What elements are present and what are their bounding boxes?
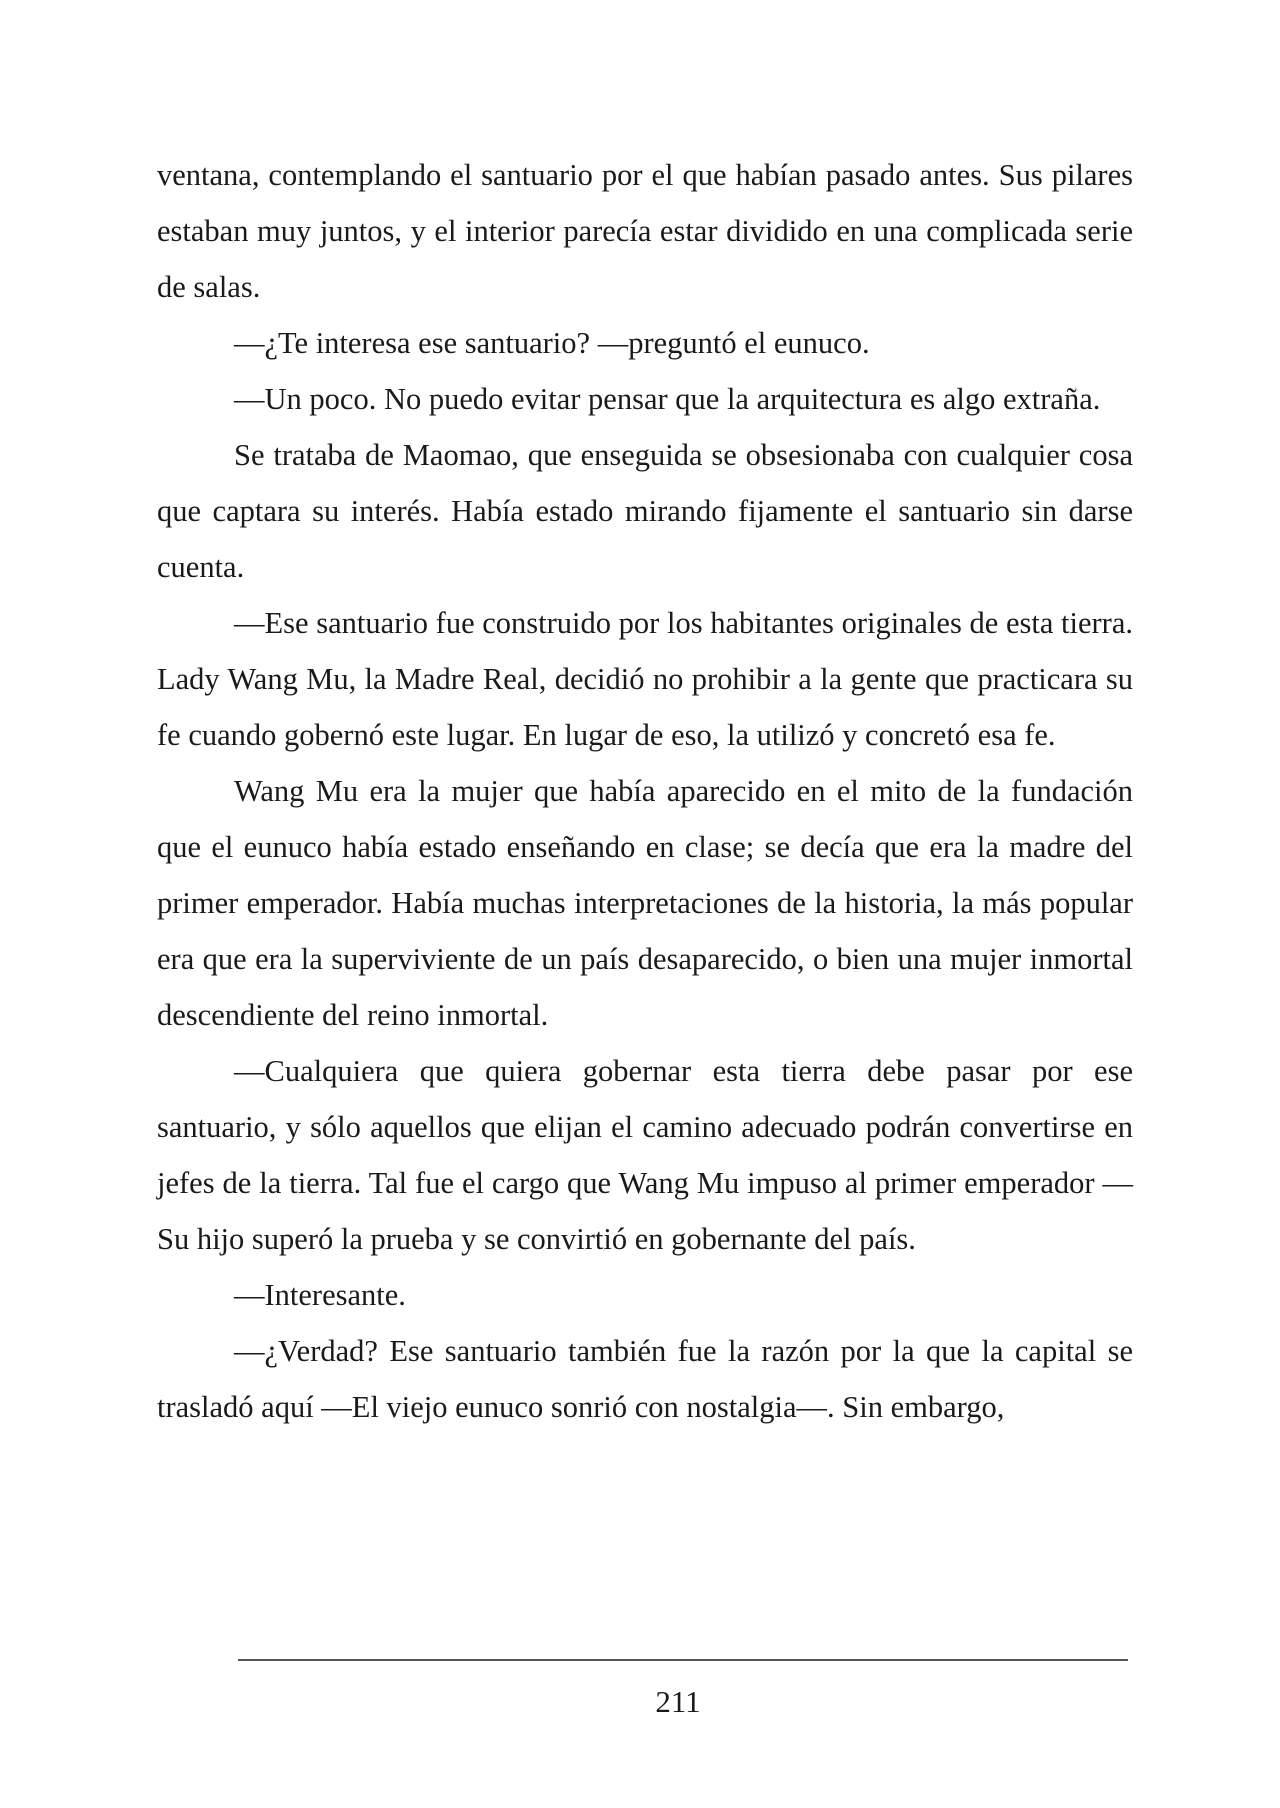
footer-divider <box>238 1659 1128 1661</box>
paragraph-9: —¿Verdad? Ese santuario también fue la razón por la que la capital se trasladó aquí —El viejo eunuco sonrió con nostalgia—. Sin embargo, <box>157 1334 1133 1424</box>
page-number: 211 <box>655 1684 701 1719</box>
paragraph-5: —Ese santuario fue construido por los habitantes originales de esta tierra. Lady Wang Mu, la Madre Real, decidió no prohibir a la gente que practicara su fe cuando gobernó este lugar. En lugar de eso, la utilizó y concretó esa fe. <box>157 606 1133 752</box>
paragraph-8: —Interesante. <box>234 1278 406 1312</box>
paragraph-1: ventana, contemplando el santuario por el que habían pasado antes. Sus pilares estaban muy juntos, y el interior parecía estar dividido en una complicada serie de salas. <box>157 158 1133 304</box>
paragraph-6: Wang Mu era la mujer que había aparecido en el mito de la fundación que el eunuco había estado enseñando en clase; se decía que era la madre del primer emperador. Había muchas interpretaciones de la historia, la más popular era que era la superviviente de un país desaparecido, o bien una mujer inmortal descendiente del reino inmortal. <box>157 774 1133 1032</box>
body-text <box>157 147 1133 1435</box>
paragraph-3: —Un poco. No puedo evitar pensar que la arquitectura es algo extraña. <box>234 382 1101 416</box>
paragraph-2: —¿Te interesa ese santuario? —preguntó el eunuco. <box>234 326 870 360</box>
paragraph-7: —Cualquiera que quiera gobernar esta tierra debe pasar por ese santuario, y sólo aquellos que elijan el camino adecuado podrán convertirse en jefes de la tierra. Tal fue el cargo que Wang Mu impuso al primer emperador —Su hijo superó la prueba y se convirtió en gobernante del país. <box>157 1054 1133 1256</box>
paragraph-4: Se trataba de Maomao, que enseguida se obsesionaba con cualquier cosa que captara su interés. Había estado mirando fijamente el santuario sin darse cuenta. <box>157 438 1133 584</box>
